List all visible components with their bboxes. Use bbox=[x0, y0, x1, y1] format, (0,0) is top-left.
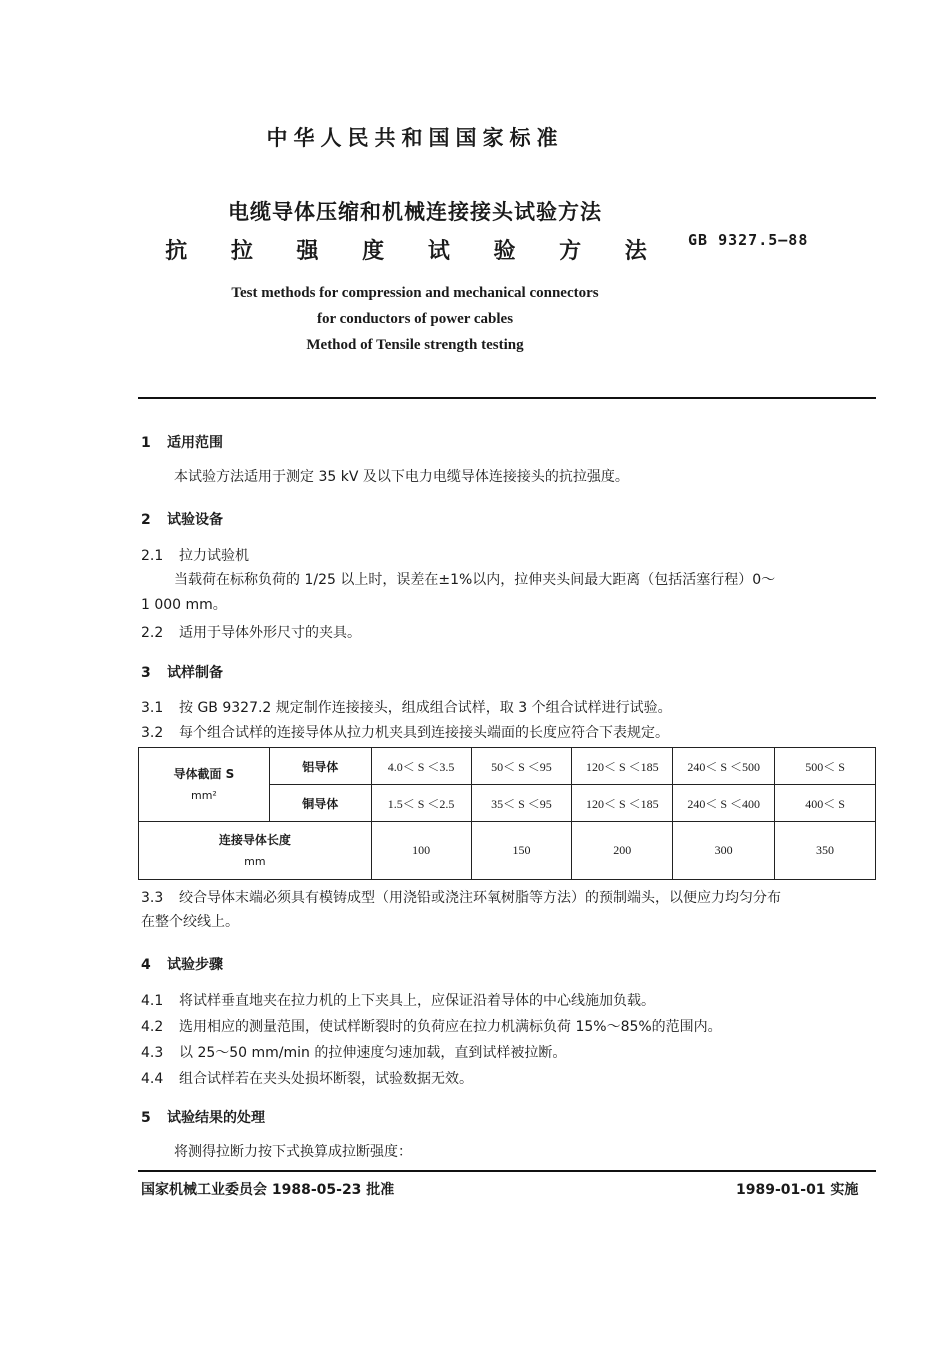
item-3-3-text-b: 在整个绞线上。 bbox=[141, 914, 239, 930]
approval-date: 国家机械工业委员会 1988-05-23 批准 bbox=[141, 1182, 395, 1198]
section-number: 3 bbox=[141, 665, 151, 681]
table-cell: 120＜ S ＜185 bbox=[572, 785, 673, 822]
effective-date: 1989-01-01 实施 bbox=[736, 1182, 859, 1198]
item-number: 4.3 bbox=[141, 1045, 164, 1061]
table-row bbox=[139, 748, 876, 785]
item-number: 2.2 bbox=[141, 625, 164, 641]
item-text: 每个组合试样的连接导体从拉力机夹具到连接接头端面的长度应符合下表规定。 bbox=[179, 725, 669, 741]
item-4-2 bbox=[141, 1016, 722, 1036]
item-2-2 bbox=[141, 622, 361, 642]
table-cell: 150 bbox=[471, 822, 572, 880]
length-label: 连接导体长度 bbox=[218, 832, 291, 847]
section-title: 适用范围 bbox=[167, 435, 223, 451]
item-text: 绞合导体末端必须具有模铸成型（用浇铅或浇注环氧树脂等方法）的预制端头，以便应力均匀分布 bbox=[179, 890, 781, 906]
item-text: 组合试样若在夹头处损坏断裂，试验数据无效。 bbox=[179, 1071, 473, 1087]
table-cell: 300 bbox=[673, 822, 775, 880]
section-label: 导体截面 S bbox=[173, 766, 235, 781]
section-unit: mm² bbox=[190, 788, 217, 802]
table-cell: 500＜ S bbox=[775, 748, 876, 785]
item-number: 3.1 bbox=[141, 700, 164, 716]
title-english-line-3: Method of Tensile strength testing bbox=[306, 337, 524, 353]
section-number: 4 bbox=[141, 957, 151, 973]
section-5-heading bbox=[141, 1107, 265, 1127]
length-unit: mm bbox=[244, 854, 266, 868]
item-title: 拉力试验机 bbox=[179, 548, 249, 564]
item-number: 4.1 bbox=[141, 993, 164, 1009]
section-title: 试验设备 bbox=[167, 512, 223, 528]
item-3-3 bbox=[141, 887, 781, 907]
section-label-cell bbox=[139, 748, 270, 822]
item-number: 4.2 bbox=[141, 1019, 164, 1035]
item-2-1 bbox=[141, 545, 249, 565]
item-number: 2.1 bbox=[141, 548, 164, 564]
table-cell: 100 bbox=[371, 822, 471, 880]
table-cell: 4.0＜ S ＜3.5 bbox=[371, 748, 471, 785]
item-2-1-text-b: 1 000 mm。 bbox=[141, 597, 227, 613]
item-4-4 bbox=[141, 1068, 473, 1088]
item-4-3 bbox=[141, 1042, 566, 1062]
table-cell: 200 bbox=[572, 822, 673, 880]
table-row bbox=[139, 822, 876, 880]
subtitle-chinese: 抗 拉 强 度 试 验 方 法 bbox=[165, 239, 665, 264]
item-number: 3.2 bbox=[141, 725, 164, 741]
section-4-heading bbox=[141, 954, 223, 974]
section-5-text: 将测得拉断力按下式换算成拉断强度： bbox=[174, 1144, 412, 1160]
item-text: 以 25～50 mm/min 的拉伸速度匀速加载，直到试样被拉断。 bbox=[179, 1045, 567, 1061]
table-cell: 400＜ S bbox=[775, 785, 876, 822]
length-label-cell bbox=[139, 822, 372, 880]
item-text: 按 GB 9327.2 规定制作连接接头，组成组合试样，取 3 个组合试样进行试验。 bbox=[179, 700, 672, 716]
section-1-text: 本试验方法适用于测定 35 kV 及以下电力电缆导体连接接头的抗拉强度。 bbox=[174, 469, 629, 485]
copper-label: 铜导体 bbox=[269, 785, 371, 822]
table-cell: 1.5＜ S ＜2.5 bbox=[371, 785, 471, 822]
section-number: 2 bbox=[141, 512, 151, 528]
title-chinese: 电缆导体压缩和机械连接接头试验方法 bbox=[228, 200, 602, 224]
item-3-2 bbox=[141, 722, 669, 742]
item-text: 选用相应的测量范围，使试样断裂时的负荷应在拉力机满标负荷 15%～85%的范围内。 bbox=[179, 1019, 722, 1035]
table-cell: 35＜ S ＜95 bbox=[471, 785, 572, 822]
section-number: 5 bbox=[141, 1110, 151, 1126]
table-cell: 120＜ S ＜185 bbox=[572, 748, 673, 785]
title-english-line-1: Test methods for compression and mechanical connectors bbox=[231, 285, 599, 301]
standard-code: GB 9327.5—88 bbox=[688, 231, 809, 249]
item-number: 4.4 bbox=[141, 1071, 164, 1087]
section-title: 试验结果的处理 bbox=[167, 1110, 265, 1126]
header-divider bbox=[138, 397, 876, 399]
section-number: 1 bbox=[141, 435, 151, 451]
conductor-length-table bbox=[138, 747, 876, 880]
item-number: 3.3 bbox=[141, 890, 164, 906]
table-cell: 350 bbox=[775, 822, 876, 880]
table-cell: 240＜ S ＜400 bbox=[673, 785, 775, 822]
section-3-heading bbox=[141, 662, 223, 682]
table-cell: 240＜ S ＜500 bbox=[673, 748, 775, 785]
aluminum-label: 铝导体 bbox=[269, 748, 371, 785]
section-1-heading bbox=[141, 432, 223, 452]
footer-divider bbox=[138, 1170, 876, 1172]
item-3-1 bbox=[141, 697, 672, 717]
item-2-1-text-a: 当载荷在标称负荷的 1/25 以上时，误差在±1%以内，拉伸夹头间最大距离（包括活塞行程）0～ bbox=[174, 572, 776, 588]
section-2-heading bbox=[141, 509, 223, 529]
section-title: 试样制备 bbox=[167, 665, 223, 681]
title-english-line-2: for conductors of power cables bbox=[316, 311, 514, 327]
item-4-1 bbox=[141, 990, 655, 1010]
item-text: 将试样垂直地夹在拉力机的上下夹具上，应保证沿着导体的中心线施加负载。 bbox=[179, 993, 655, 1009]
table-cell: 50＜ S ＜95 bbox=[471, 748, 572, 785]
section-title: 试验步骤 bbox=[167, 957, 223, 973]
national-standard-heading: 中华人民共和国国家标准 bbox=[266, 126, 564, 150]
item-text: 适用于导体外形尺寸的夹具。 bbox=[179, 625, 361, 641]
